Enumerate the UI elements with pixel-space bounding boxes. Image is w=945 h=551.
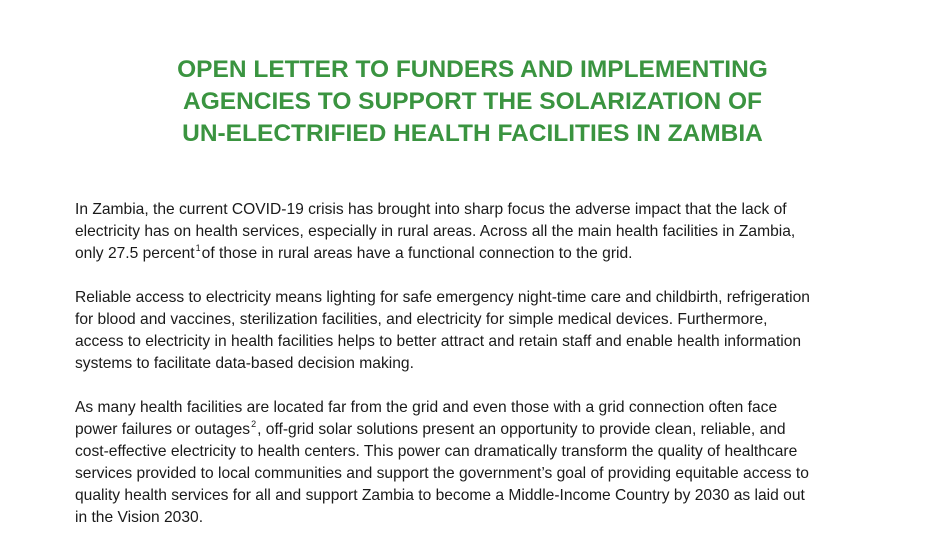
text-line bbox=[75, 243, 935, 265]
paragraph-1 bbox=[75, 199, 935, 265]
footnote-ref-2[interactable]: 2 bbox=[251, 419, 257, 429]
text-line: services provided to local communities and support the government’s goal of providing equitable access to bbox=[75, 465, 809, 482]
title-line: OPEN LETTER TO FUNDERS AND IMPLEMENTING bbox=[177, 56, 768, 83]
paragraph-2 bbox=[75, 287, 935, 375]
text-line: for blood and vaccines, sterilization facilities, and electricity for simple medical devices. Furthermore, bbox=[75, 311, 768, 328]
text-span: power failures or outages bbox=[75, 421, 251, 438]
letter-body bbox=[75, 199, 935, 551]
text-line: In Zambia, the current COVID-19 crisis has brought into sharp focus the adverse impact that the lack of bbox=[75, 201, 787, 218]
text-span: , off-grid solar solutions present an opportunity to provide clean, reliable, and bbox=[257, 421, 786, 438]
text-line: As many health facilities are located far from the grid and even those with a grid connection often face bbox=[75, 399, 778, 416]
text-line: cost-effective electricity to health centers. This power can dramatically transform the quality of healthcare bbox=[75, 443, 798, 460]
footnote-ref-1[interactable]: 1 bbox=[195, 243, 201, 253]
title-line: UN-ELECTRIFIED HEALTH FACILITIES IN ZAMBIA bbox=[182, 120, 763, 147]
text-line: access to electricity in health facilities helps to better attract and retain staff and enable health information bbox=[75, 333, 802, 350]
text-line: in the Vision 2030. bbox=[75, 509, 204, 526]
text-line: Reliable access to electricity means lighting for safe emergency night-time care and childbirth, refrigeration bbox=[75, 289, 810, 306]
title-line: AGENCIES TO SUPPORT THE SOLARIZATION OF bbox=[183, 88, 762, 115]
text-line: systems to facilitate data-based decision making. bbox=[75, 355, 414, 372]
text-span: only 27.5 percent bbox=[75, 245, 195, 262]
text-line: quality health services for all and support Zambia to become a Middle-Income Country by 2030 as laid out bbox=[75, 487, 805, 504]
text-line: electricity has on health services, especially in rural areas. Across all the main health facilities in Zambia, bbox=[75, 223, 796, 240]
text-span: of those in rural areas have a functional connection to the grid. bbox=[201, 245, 633, 262]
paragraph-3 bbox=[75, 397, 935, 529]
text-line bbox=[75, 419, 935, 441]
document-title bbox=[0, 54, 945, 150]
